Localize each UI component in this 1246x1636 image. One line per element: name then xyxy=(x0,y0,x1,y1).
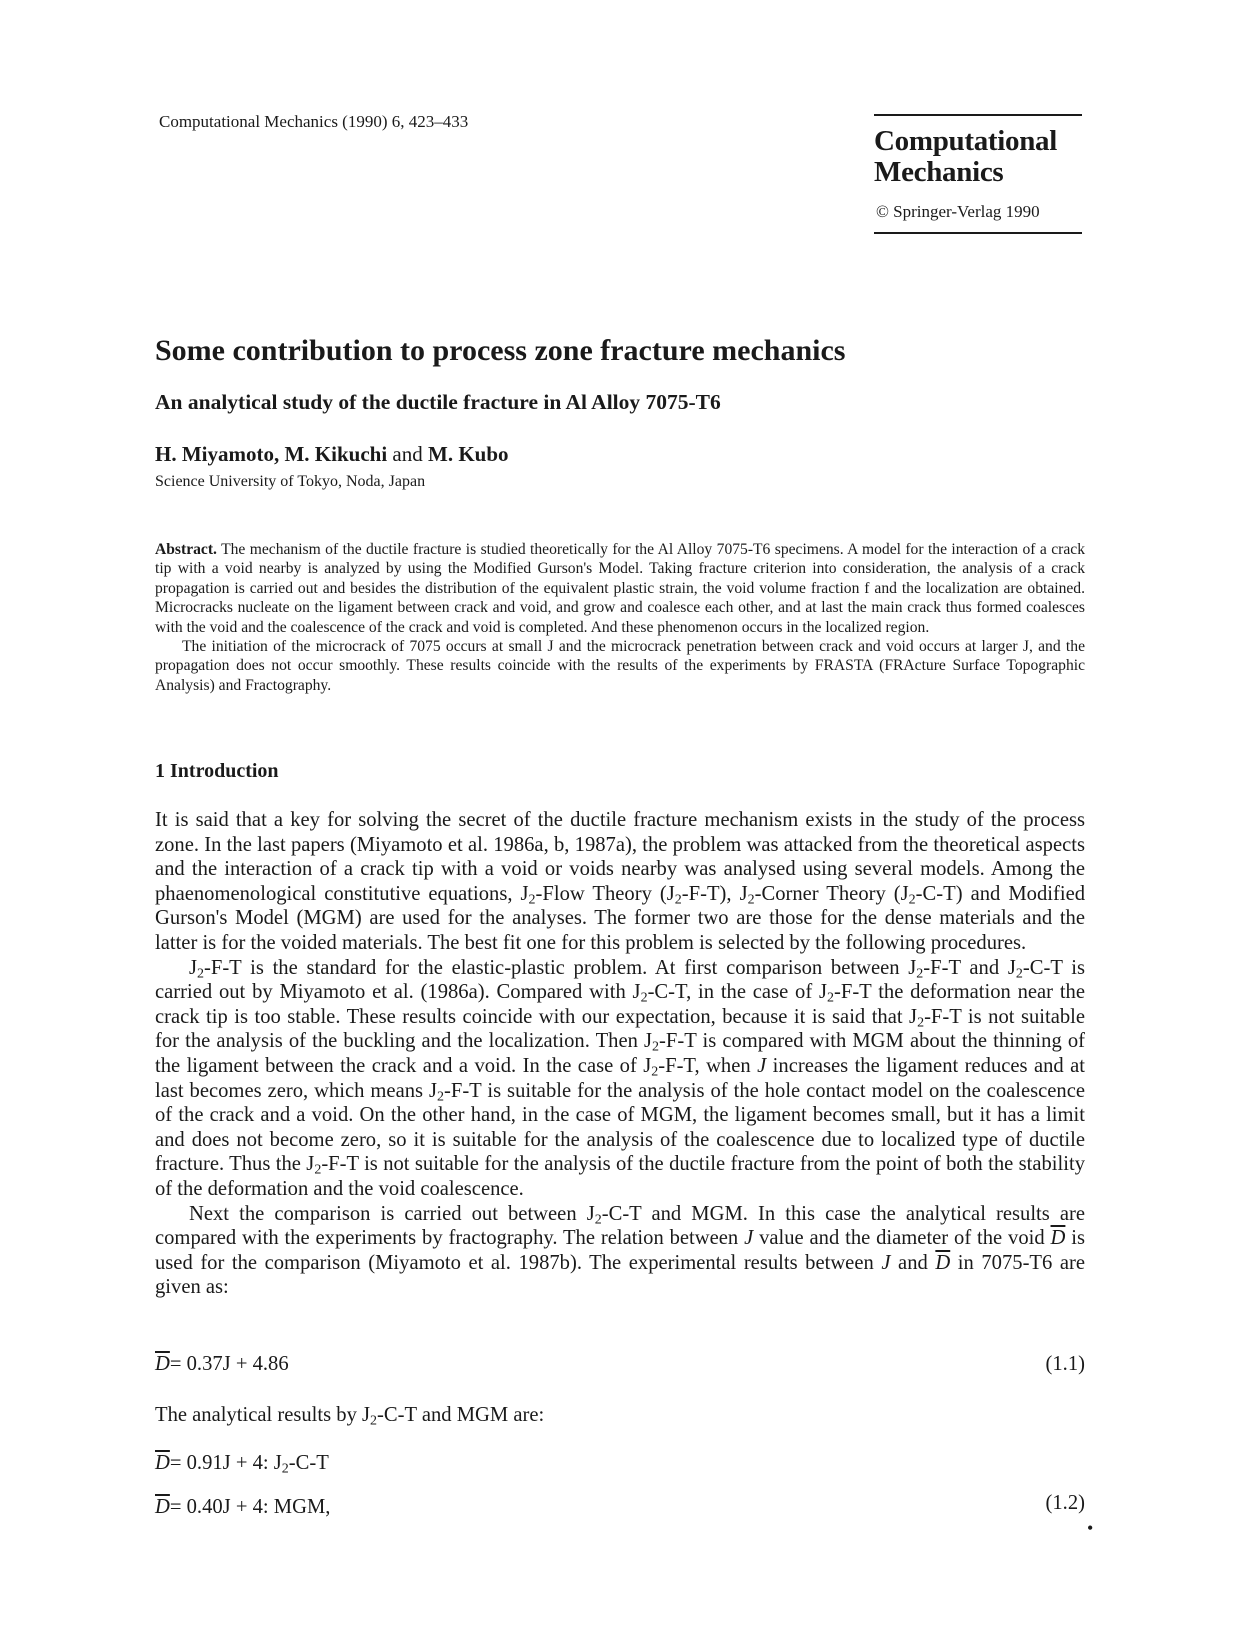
body-paragraph: $J_2-F-T$ is the standard for the elastic-plastic problem. At first comparison between $J_2-F-T$ and $J_2-C-T$ is carried out by Miyamoto et al. (1986a). Compared with $J_2-C-T$, in the case of $J_2-F-T$ the deformation near the crack tip is too stable. These results coincide with our expectation, because it is said that $J_2-F-T$ is not suitable for the analysis of the buckling and the localization. Then $J_2-F-T$ is compared with MGM about the thinning of the ligament between the crack and a void. In the case of $J_2-F-T$, when J increases the ligament reduces and at last becomes zero, which means $J_2-F-T$ is suitable for the analysis of the hole contact model on the coalescence of the crack and a void. On the other hand, in the case of MGM, the ligament becomes small, but it has a limit and does not become zero, so it is suitable for the analysis of the coalescence due to localized type of ductile fracture. Thus the $J_2-F-T$ is not suitable for the analysis of the ductile fracture from the point of both the stability of the deformation and the void coalescence. xyxy=(155,956,1086,1200)
author-name: M. Kubo xyxy=(428,442,509,466)
equation-1-2a: $\overline{D}= 0.91J + 4$: $J_2-C-T$ xyxy=(155,1452,329,1477)
abstract-label: Abstract. xyxy=(155,541,217,558)
equation-1-2b: $\overline{D}= 0.40J + 4$: MGM, (1.2) xyxy=(155,1492,1085,1518)
brand-name-line1: Computational xyxy=(874,125,1058,157)
stray-mark: • xyxy=(1087,1518,1094,1538)
article-title: Some contribution to process zone fracture mechanics xyxy=(155,334,846,367)
author-name: H. Miyamoto xyxy=(155,442,274,466)
abstract-text: The mechanism of the ductile fracture is studied theoretically for the Al Alloy 7075-T6 specimens. A model for the interaction of a crack tip with a void nearby is analyzed by using the Modified Gurson's Model. Taking fracture criterion into consideration, the analysis of a crack propagation is carried out and besides the distribution of the equivalent plastic strain, the void volume fraction f and the localization are obtained. Microcracks nucleate on the ligament between crack and void, and grow and coalesce each other, and at last the main crack thus formed coalesces with the void and the coalescence of the crack and void is completed. And these phenomenon occurs in the localized region. xyxy=(155,541,1085,636)
abstract xyxy=(155,540,1085,695)
abstract-paragraph: The initiation of the microcrack of 7075 occurs at small J and the microcrack penetration between crack and void occurs at larger J, and the propagation does not occur smoothly. These results coincide with the results of the experiments by FRASTA (FRActure Surface Topographic Analysis) and Fractography. xyxy=(155,638,1085,694)
body-text xyxy=(155,808,1085,1300)
equation-number: (1.2) xyxy=(1045,1492,1085,1514)
author-conjunction: and xyxy=(392,442,423,466)
body-paragraph: Next the comparison is carried out between $J_2-C-T$ and MGM. In this case the analytical results are compared with the experiments by fractography. The relation between J value and the diameter of the void $\overline{D}$ is used for the comparison (Miyamoto et al. 1987b). The experimental results between J and $\overline{D}$ in 7075-T6 are given as: xyxy=(155,1202,1086,1299)
equation-intro: The analytical results by $J_2-C-T$ and MGM are: xyxy=(155,1404,545,1429)
equation-number: (1.1) xyxy=(1045,1353,1085,1375)
section-heading: 1 Introduction xyxy=(155,760,279,782)
article-subtitle: An analytical study of the ductile fracture in Al Alloy 7075-T6 xyxy=(155,390,721,414)
author-list: H. Miyamoto, M. Kikuchi and M. Kubo xyxy=(155,442,509,466)
brand-top-rule xyxy=(874,114,1082,116)
brand-bottom-rule xyxy=(874,232,1082,234)
copyright-notice: © Springer-Verlag 1990 xyxy=(876,202,1040,221)
body-paragraph: It is said that a key for solving the secret of the ductile fracture mechanism exists in the study of the process zone. In the last papers (Miyamoto et al. 1986a, b, 1987a), the problem was attacked from the theoretical aspects and the interaction of a crack tip with a void or voids nearby was analysed using several models. Among the phaenomenological constitutive equations, $J_2$-Flow Theory $(J_2-F-T)$, $J_2$-Corner Theory $(J_2-C-T)$ and Modified Gurson's Model (MGM) are used for the analyses. The former two are those for the dense materials and the latter is for the voided materials. The best fit one for this problem is selected by the following procedures. xyxy=(155,809,1086,954)
affiliation: Science University of Tokyo, Noda, Japan xyxy=(155,473,426,490)
author-name: M. Kikuchi xyxy=(284,442,388,466)
abstract-paragraph xyxy=(155,540,1085,637)
brand-name-line2: Mechanics xyxy=(874,156,1004,188)
journal-reference: Computational Mechanics (1990) 6, 423–433 xyxy=(159,112,469,131)
equation-1-1: $\overline{D}= 0.37J + 4.86$ (1.1) xyxy=(155,1353,1085,1375)
journal-brand xyxy=(874,114,1084,234)
